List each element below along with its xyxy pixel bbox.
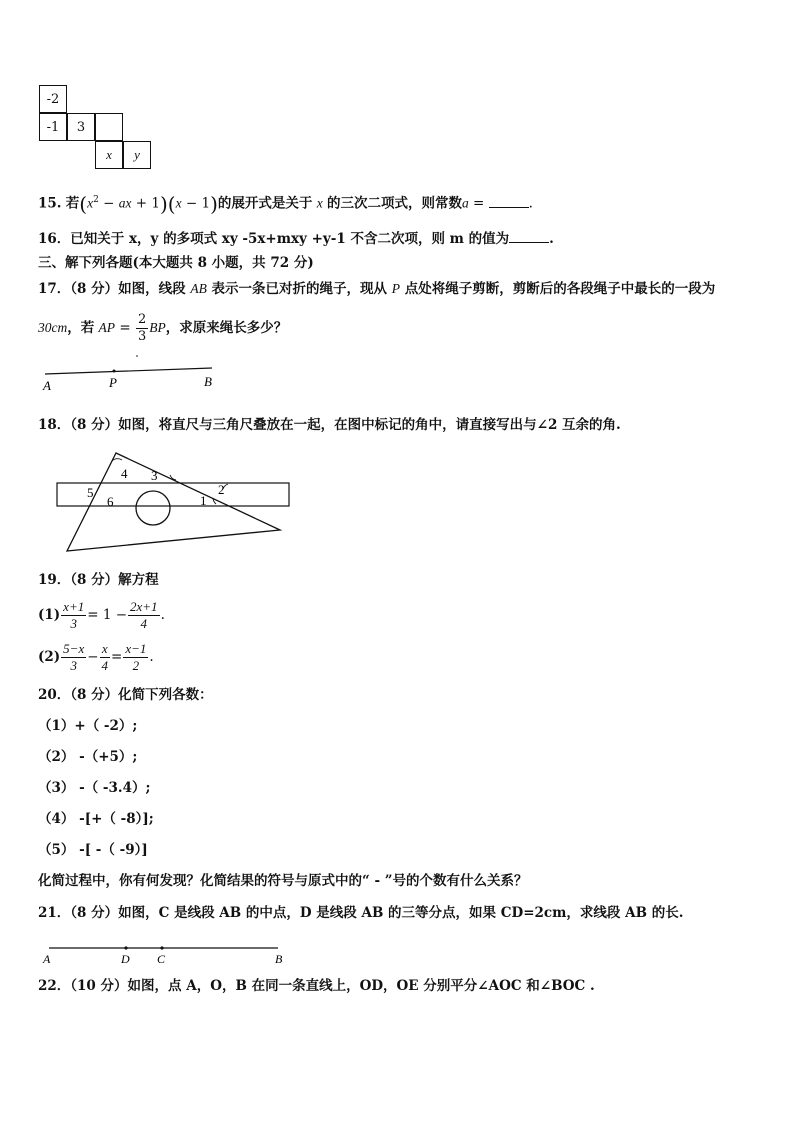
angle-label-2: 2 [218,482,225,497]
label-a: A [43,952,51,966]
equals-sign: = [111,649,123,665]
question-22: 22．（10 分）如图，点 A，O，B 在同一条直线上，OD，OE 分别平分∠AOC 和∠BOC . [38,978,595,994]
label-b: B [204,374,212,389]
stray-dot [136,355,138,357]
period: . [149,649,154,665]
angle-label-5: 5 [87,485,94,500]
question-text: 17．（8 分）如图，线段 [38,281,186,297]
angle-label-1: 1 [200,493,207,508]
segment-line [45,368,212,374]
fraction [61,641,86,674]
section-heading: 三、解下列各题(本大题共 8 小题，共 72 分) [38,255,314,271]
ruler-triangle-figure [50,444,310,559]
period: . [160,607,165,623]
list-item: （1）+（ -2）; [38,718,138,734]
point-c-dot [160,946,163,949]
fraction-two-thirds [136,312,148,345]
question-text: 若 [65,195,80,212]
grid-cell: y [123,141,151,169]
question-text: 的展开式是关于 [217,195,313,212]
fraction [128,599,160,632]
label-p: P [109,375,117,390]
question-20-title: 20．（8 分）化简下列各数： [38,687,213,703]
equation-label: (2) [38,649,61,665]
fraction [100,641,111,674]
fraction-denominator: 3 [137,329,147,344]
label-a: A [43,378,51,393]
question-17-line2 [38,312,287,345]
segment-ab: AB [190,281,207,296]
grid-cell: -1 [39,113,67,141]
question-text: 16．已知关于 x，y 的多项式 xy -5x+mxy +y-1 不含二次项，则 m 的值为 [38,231,510,247]
question-text: ，若 [67,320,95,336]
fraction-numerator: x−1 [125,641,147,656]
point-d-dot [124,946,127,949]
question-text: 点处将绳子剪断，剪断后的各段绳子中最长的一段为 [404,281,716,297]
angle-label-4: 4 [121,466,128,481]
list-item: （3） -（ -3.4）; [38,780,151,796]
equation-label: (1) [38,607,61,623]
grid-cell [95,113,123,141]
fraction-numerator: x [100,641,111,658]
answer-blank [489,193,529,208]
equation-1 [38,598,165,632]
fraction-numerator: 5−x [63,641,85,656]
equation-text: = 1 − [87,607,128,623]
triangle [67,453,280,551]
fraction-denominator: 4 [101,658,109,673]
question-text: 的三次二项式，则常数 [327,195,462,212]
question-15: 15. 若($x^2$ − ax + 1)(x − 1)的展开式是关于 x 的三次二项式，则常数a = . [38,192,533,216]
equals-sign: = [119,320,131,336]
question-text: ，求原来绳长多少？ [165,320,288,336]
length-value: 30cm [38,320,68,335]
grid-cell: x [95,141,123,169]
segment-acdb-figure [38,938,298,968]
segment-ap: AP [98,320,116,335]
fraction-numerator: 2x+1 [130,599,158,614]
label-c: C [157,952,166,966]
equation-2 [38,640,154,674]
question-text: 表示一条已对折的绳子，现从 [211,281,388,297]
answer-blank [509,228,549,243]
question-18: 18．（8 分）如图，将直尺与三角尺叠放在一起，在图中标记的角中，请直接写出与∠2 互余的角. [38,417,621,433]
question-21: 21．（8 分）如图，C 是线段 AB 的中点，D 是线段 AB 的三等分点，如果 CD=2cm，求线段 AB 的长. [38,905,684,921]
question-number: 15. [38,195,62,212]
variable-x: x [316,195,323,211]
list-item: （4） -[+（ -8）]; [38,811,154,827]
angle-label-6: 6 [107,494,114,509]
segment-ab-figure [36,350,226,395]
grid-cell: 3 [67,113,95,141]
list-item: （2） -（+5）; [38,749,138,765]
period: . [549,231,554,247]
label-b: B [275,952,283,966]
question-19-title: 19．（8 分）解方程 [38,572,159,588]
fraction-numerator: 2 [137,312,147,327]
fraction-denominator: 4 [140,616,148,631]
minus-sign: − [87,649,99,665]
circle-hole [136,491,170,525]
fraction-denominator: 2 [132,658,140,673]
fraction-numerator: x+1 [63,599,85,614]
question-17-line1 [38,280,715,298]
angle-label-3: 3 [151,468,158,483]
question-20-followup: 化简过程中，你有何发现？化简结果的符号与原式中的“ - ”号的个数有什么关系？ [38,873,528,889]
question-16 [38,228,554,248]
segment-bp: BP [149,320,166,335]
variable-a: a [462,195,469,211]
fraction-denominator: 3 [70,616,77,631]
point-p-dot [113,370,116,373]
fraction-denominator: 3 [70,658,77,673]
grid-cell: -2 [39,85,67,113]
point-p: P [391,281,400,296]
equals-sign: = [473,195,485,212]
label-d: D [121,952,130,966]
fraction [61,599,86,632]
period: . [528,195,533,212]
list-item: （5） -[ -（ -9）] [38,842,148,858]
fraction [123,641,148,674]
